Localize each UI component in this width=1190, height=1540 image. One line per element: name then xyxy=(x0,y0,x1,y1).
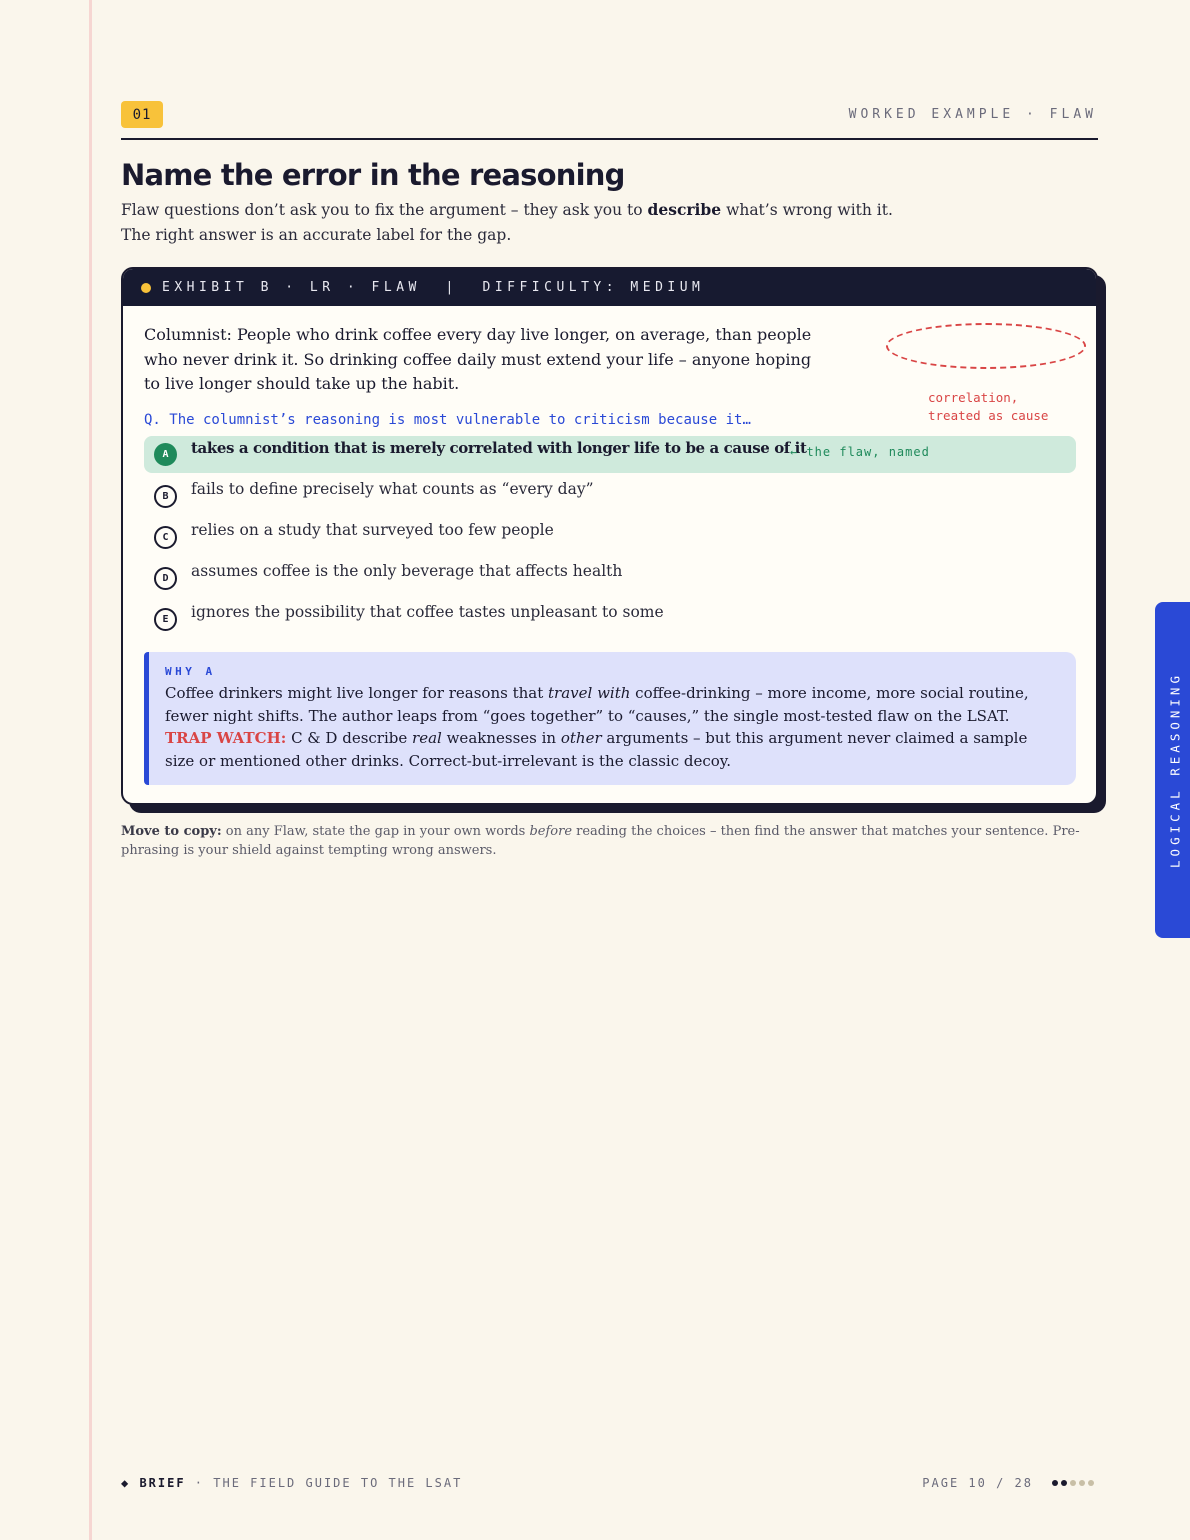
answer-choices xyxy=(144,436,1076,641)
intro-paragraph xyxy=(121,197,921,248)
choice-text: assumes coffee is the only beverage that affects health xyxy=(191,562,623,580)
pager-dot-icon xyxy=(1052,1480,1058,1486)
answer-choice-d[interactable] xyxy=(144,559,1076,596)
explanation-label: WHY A xyxy=(165,665,216,678)
pager-dot-icon xyxy=(1061,1480,1067,1486)
move-note-italic: before xyxy=(529,824,573,839)
explanation-italic: real xyxy=(412,729,442,747)
exhibit-card xyxy=(121,267,1098,805)
move-to-copy-note xyxy=(121,822,1106,860)
pager-dot-icon xyxy=(1070,1480,1076,1486)
stimulus-text: Columnist: People who drink coffee every day live longer, on average, than people who never drink it. So drinking coffee daily must extend your life – anyone hoping to live longer should take up the habit. xyxy=(144,325,812,393)
side-tab-label: LOGICAL REASONING xyxy=(1167,672,1183,868)
choice-letter-badge: B xyxy=(154,485,177,508)
exhibit-header-label: EXHIBIT B · LR · FLAW | DIFFICULTY: MEDIUM xyxy=(162,280,705,295)
section-side-tab[interactable] xyxy=(1155,602,1190,938)
explanation-segment: C & D describe xyxy=(286,729,413,747)
intro-bold: describe xyxy=(647,200,722,219)
move-note-label: Move to copy: xyxy=(121,824,222,839)
trap-watch-label: TRAP WATCH: xyxy=(165,729,287,747)
choice-text: takes a condition that is merely correlated with longer life to be a cause of it xyxy=(191,439,807,457)
choice-letter-badge: D xyxy=(154,567,177,590)
choice-letter-badge: A xyxy=(154,443,177,466)
pager-dots xyxy=(1052,1480,1094,1486)
explanation-italic: other xyxy=(560,729,602,747)
pager-dot-icon xyxy=(1088,1480,1094,1486)
page-title: Name the error in the reasoning xyxy=(121,158,625,192)
choice-text: relies on a study that surveyed too few people xyxy=(191,521,554,539)
guide-title: · THE FIELD GUIDE TO THE LSAT xyxy=(185,1476,463,1490)
answer-choice-c[interactable] xyxy=(144,518,1076,555)
intro-text-2: what’s wrong with it. The right answer is an accurate label for the gap. xyxy=(121,201,893,244)
section-kind-label: WORKED EXAMPLE · FLAW xyxy=(848,107,1097,122)
margin-annotation: correlation, treated as cause xyxy=(928,390,1049,423)
explanation-segment: Coffee drinkers might live longer for reasons that xyxy=(165,684,549,702)
explanation-segment: weaknesses in xyxy=(441,729,561,747)
explanation-italic: travel with xyxy=(548,684,631,702)
choice-letter-badge: C xyxy=(154,526,177,549)
answer-choice-e[interactable] xyxy=(144,600,1076,637)
answer-choice-a[interactable] xyxy=(144,436,1076,473)
footer-title xyxy=(121,1476,462,1490)
choice-text: ignores the possibility that coffee tastes unpleasant to some xyxy=(191,603,664,621)
question-stem: Q. The columnist’s reasoning is most vulnerable to criticism because it… xyxy=(144,412,751,428)
intro-text-1: Flaw questions don’t ask you to fix the argument – they ask you to xyxy=(121,201,648,219)
exhibit-header-bar xyxy=(123,269,1096,306)
pager-dot-icon xyxy=(1079,1480,1085,1486)
explanation-text xyxy=(165,682,1060,772)
brand-label: ◆ BRIEF xyxy=(121,1476,186,1490)
move-note-text: on any Flaw, state the gap in your own words xyxy=(221,824,530,839)
header-divider xyxy=(121,138,1098,140)
correct-answer-note: ← the flaw, named xyxy=(790,445,930,459)
status-dot-icon xyxy=(141,283,151,293)
choice-text: fails to define precisely what counts as “every day” xyxy=(191,480,594,498)
explanation-box xyxy=(144,652,1076,785)
move-note-text: reading the choices – then find the answer that matches your sentence. Pre-phrasing is your shield against tempting wrong answers. xyxy=(121,824,1080,858)
explanation-segment: coffee-drinking – more income, more social routine, fewer night shifts. The author leaps from “goes together” to “causes,” the single most-tested flaw on the LSAT. xyxy=(165,684,1029,725)
page-indicator: PAGE 10 / 28 xyxy=(922,1476,1033,1490)
explanation-segment: arguments – but this argument never claimed a sample size or mentioned other drinks. Correct-but-irrelevant is the classic decoy. xyxy=(165,729,1028,770)
choice-letter-badge: E xyxy=(154,608,177,631)
dashed-ellipse-annotation xyxy=(886,323,1086,369)
answer-choice-b[interactable] xyxy=(144,477,1076,514)
section-number-badge: 01 xyxy=(121,101,163,128)
margin-rule xyxy=(89,0,92,1540)
